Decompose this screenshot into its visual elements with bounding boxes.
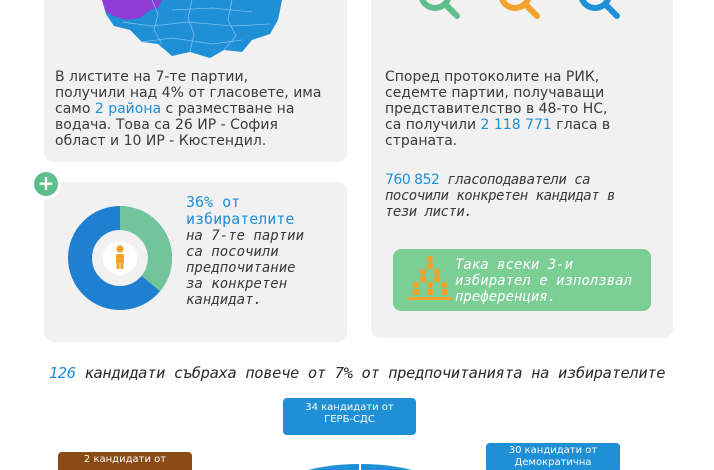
bulgaria-map-icon (92, 0, 292, 62)
candidates-headline: 126 кандидати събраха повече от 7% от предпочитанията на избирателите (48, 364, 666, 382)
districts-line-2: получили над 4% от гласовете, има (55, 85, 322, 101)
preference-summary (186, 194, 336, 308)
plus-icon: + (31, 169, 61, 199)
magnifier-blue-icon (581, 0, 617, 16)
magnifier-icons (395, 0, 645, 26)
districts-line-3: само 2 района с разместване на (55, 101, 295, 117)
callout-text: Така всеки 3-и избирател е използвал преференция. (455, 257, 633, 305)
districts-line-1: В листите на 7-те партии, (55, 69, 249, 85)
preferences-line-1: 760 852 гласоподаватели са (385, 172, 591, 188)
districts-line-5: област и 10 ИР - Кюстендил. (55, 133, 267, 149)
votes-line-4: са получили 2 118 771 гласа в (385, 117, 611, 133)
people-pyramid-icon (404, 253, 456, 305)
tag-gerb-sds: 34 кандидати от ГЕРБ-СДС (283, 398, 416, 435)
candidate-bubble-chart (260, 458, 460, 470)
votes-line-3: представителство в 48-то НС, (385, 101, 608, 117)
preferences-line-2: посочили конкретен кандидат в (385, 188, 615, 204)
districts-highlight: 2 района (94, 101, 162, 117)
preference-donut-chart (68, 206, 172, 310)
votes-line-2: седемте партии, получаващи (385, 85, 605, 101)
votes-line-1: Според протоколите на РИК, (385, 69, 600, 85)
magnifier-green-icon (421, 0, 457, 16)
preference-percent: 36% от (186, 193, 241, 211)
tag-democratic: 30 кандидати от Демократична (486, 443, 620, 470)
tag-other-party: 2 кандидати от (58, 452, 192, 470)
preference-text: на 7-те партии са посочили предпочитание за конкретен кандидат. (186, 228, 305, 308)
candidates-count: 126 (48, 364, 76, 382)
votes-line-5: страната. (385, 133, 458, 149)
magnifier-orange-icon (501, 0, 537, 16)
preference-percent-label: избирателите (186, 210, 295, 228)
districts-line-4: водача. Това са 26 ИР - София (55, 117, 278, 133)
preferences-line-3: тези листи. (385, 204, 473, 220)
votes-total: 2 118 771 (480, 117, 552, 133)
preferences-count: 760 852 (385, 172, 440, 188)
